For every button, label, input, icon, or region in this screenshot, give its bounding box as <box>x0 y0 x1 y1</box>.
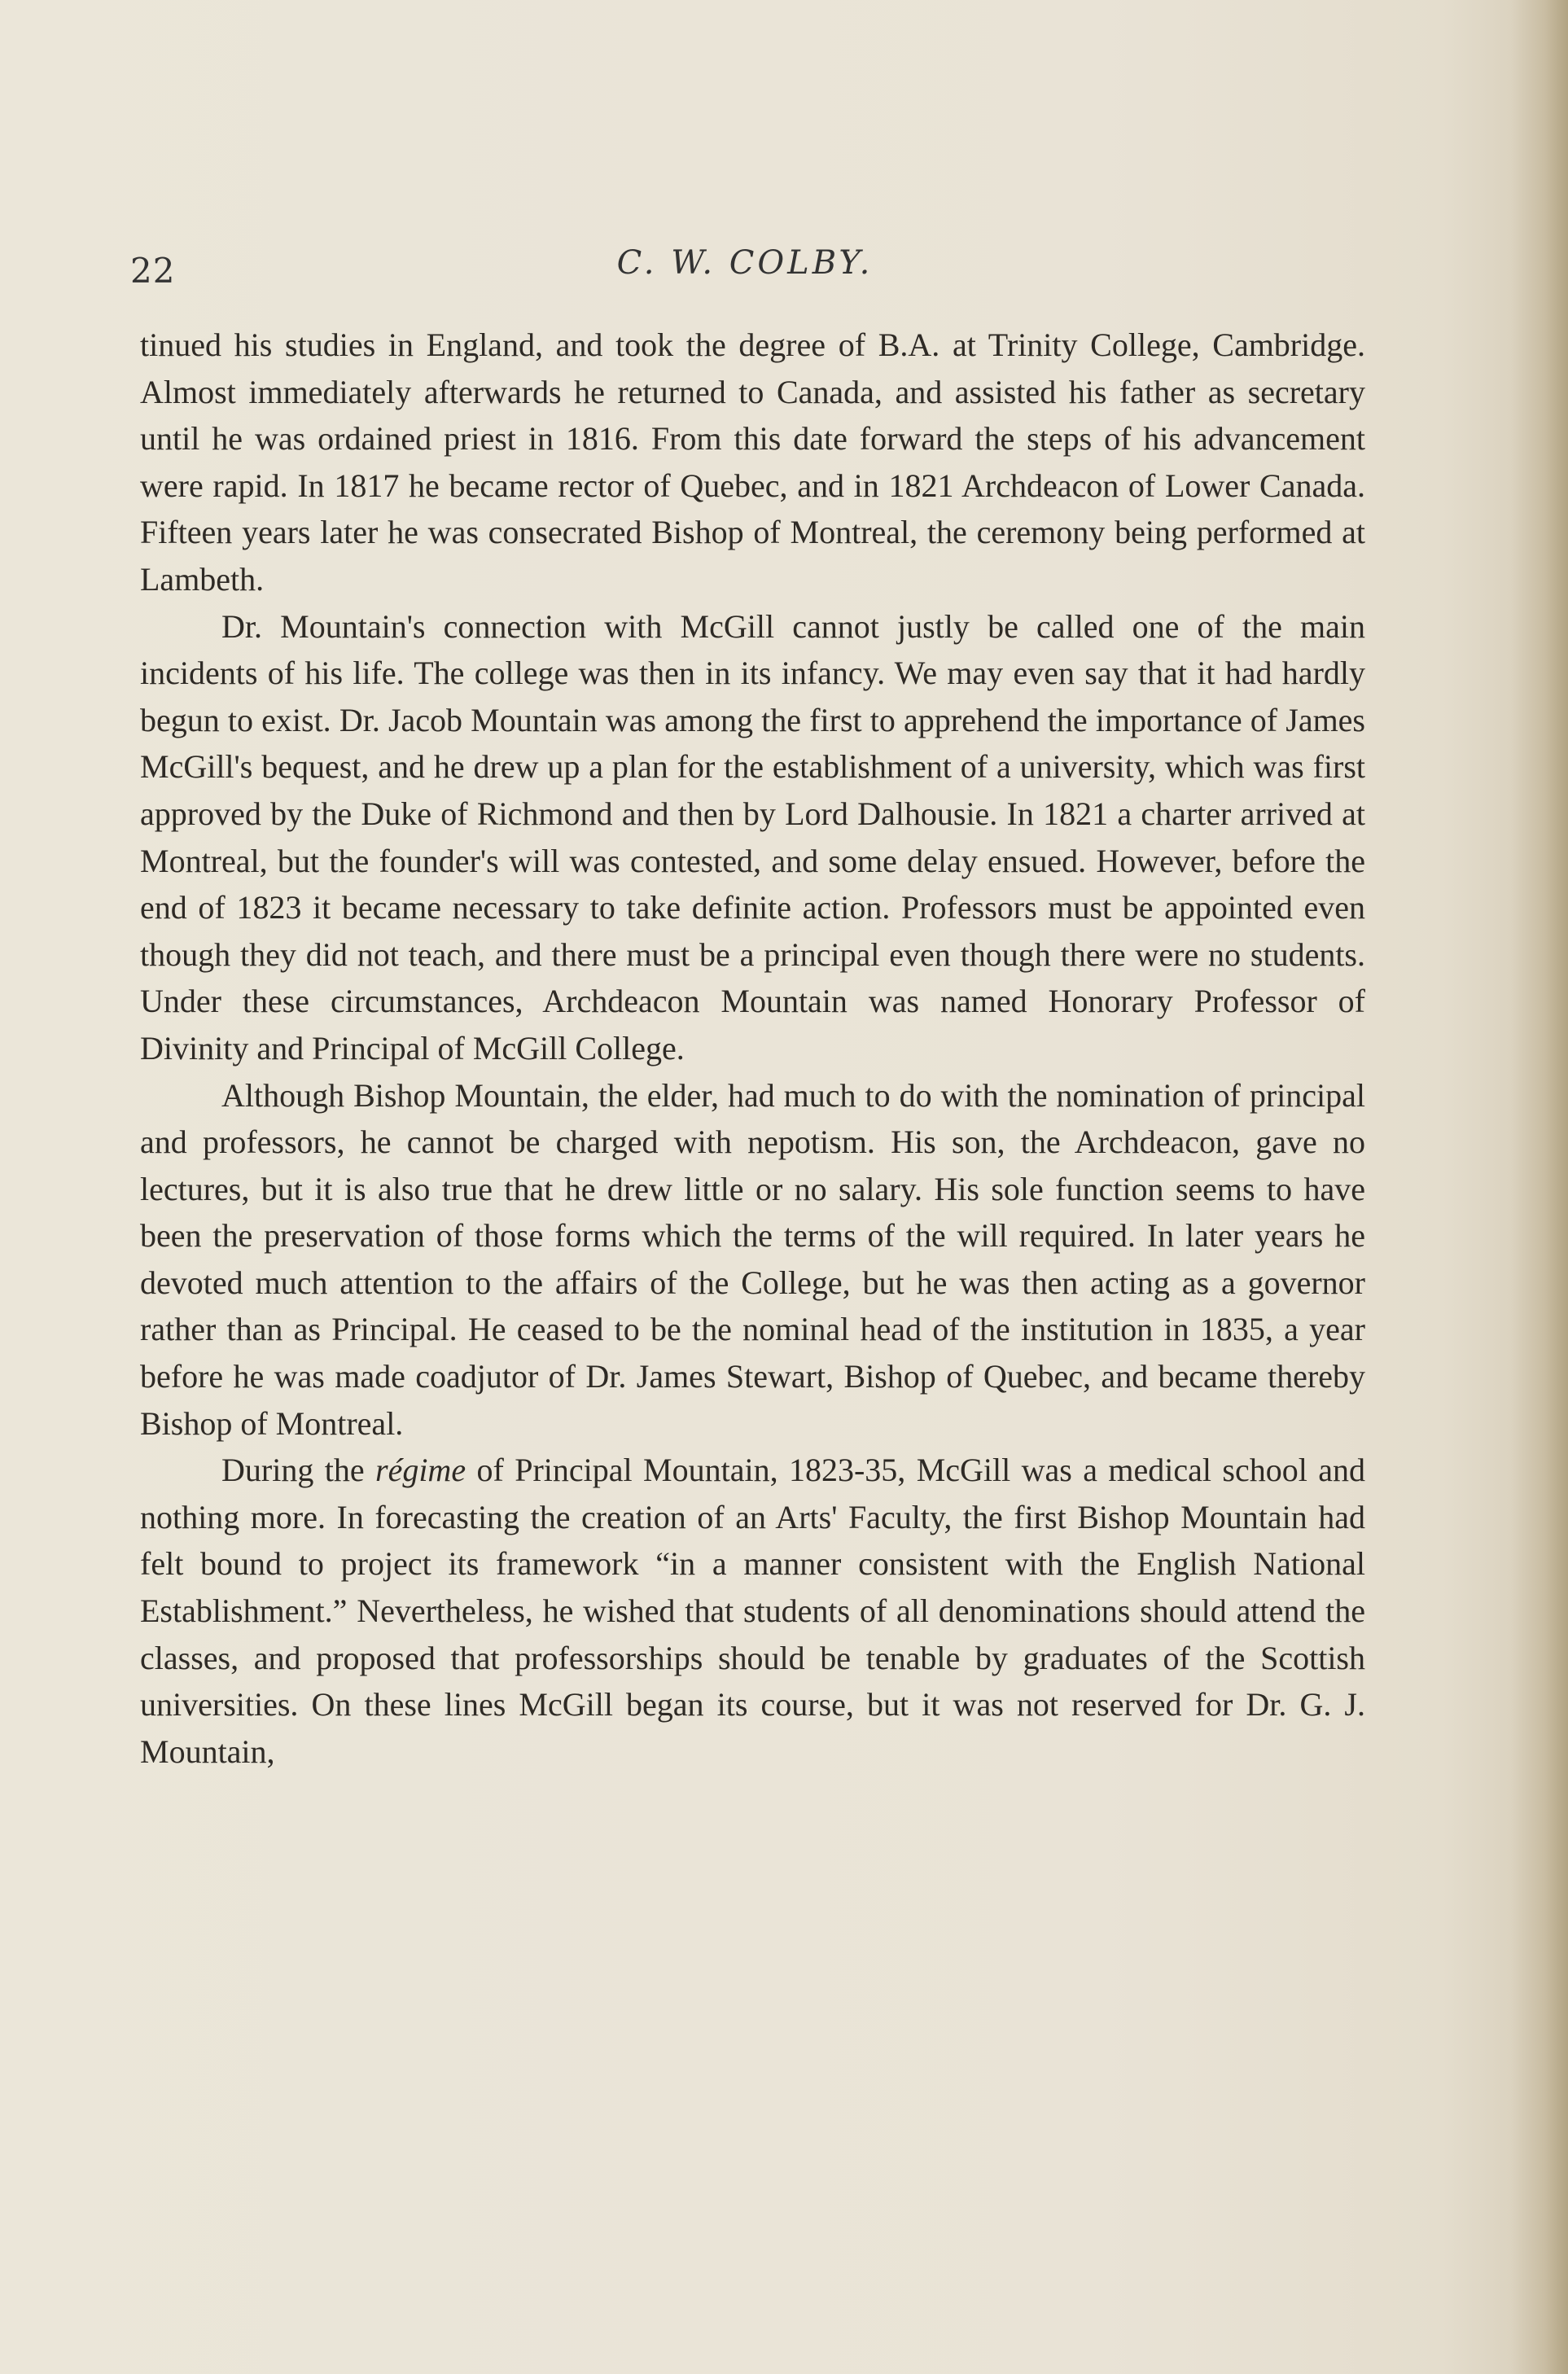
running-head: C. W. COLBY. <box>616 244 874 282</box>
paragraph-4-italic-word: régime <box>375 1452 466 1489</box>
paragraph-4-rest: of Principal Mountain, 1823-35, McGill was a medical school and nothing more. In forecasting the creation of an Arts' Faculty, the first Bishop Mountain had felt bound to project its framework “in a manner consistent with the English National Establishment.” Nevertheless, he wished that students of all denominations should attend the classes, and proposed that professorships should be tenable by graduates of the Scottish universities. On these lines McGill began its course, but it was not reserved for Dr. G. J. Mountain, <box>140 1452 1365 1770</box>
paragraph-3: Although Bishop Mountain, the elder, had much to do with the nomination of principal and professors, he cannot be charged with nepotism. His son, the Archdeacon, gave no lectures, but it is also true that he drew little or no salary. His sole function seems to have been the preservation of those forms which the terms of the will required. In later years he devoted much attention to the affairs of the College, but he was then acting as a governor rather than as Principal. He ceased to be the nominal head of the institution in 1835, a year before he was made coadjutor of Dr. James Stewart, Bishop of Quebec, and became thereby Bishop of Montreal. <box>140 1076 1365 1442</box>
body-text <box>140 322 1365 1775</box>
paragraph-4-start: During the <box>221 1452 375 1489</box>
paragraph-4 <box>140 1447 1365 1775</box>
page-number: 22 <box>130 251 176 291</box>
paragraph-1: tinued his studies in England, and took the degree of B.A. at Trinity College, Cambridge. Almost immediately afterwards he returned to Canada, and assisted his father as secretary until he was ordained priest in 1816. From this date forward the steps of his advancement were rapid. In 1817 he became rector of Quebec, and in 1821 Archdeacon of Lower Canada. Fifteen years later he was consecrated Bishop of Montreal, the ceremony being performed at Lambeth. <box>140 326 1365 598</box>
page-edge-shading <box>1511 0 1568 2374</box>
paragraph-2: Dr. Mountain's connection with McGill cannot justly be called one of the main incidents of his life. The college was then in its infancy. We may even say that it had hardly begun to exist. Dr. Jacob Mountain was among the first to apprehend the importance of James McGill's bequest, and he drew up a plan for the establishment of a university, which was first approved by the Duke of Richmond and then by Lord Dalhousie. In 1821 a charter arrived at Montreal, but the founder's will was contested, and some delay ensued. However, before the end of 1823 it became necessary to take definite action. Professors must be appointed even though they did not teach, and there must be a principal even though there were no students. Under these circumstances, Archdeacon Mountain was named Honorary Professor of Divinity and Principal of McGill College. <box>140 607 1365 1067</box>
page-header <box>130 244 1360 293</box>
